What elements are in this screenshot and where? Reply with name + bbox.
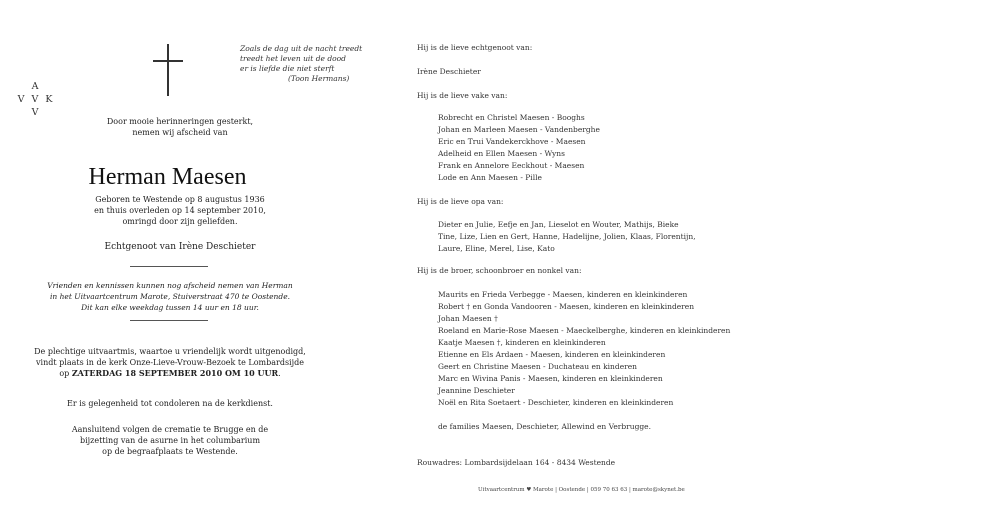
list-item: Geert en Christine Maesen - Duchateau en kinderen xyxy=(438,362,637,371)
list-item: Eric en Trui Vandekerckhove - Maesen xyxy=(438,137,586,146)
siblings-heading: Hij is de broer, schoonbroer en nonkel van: xyxy=(417,266,582,275)
siblings-list xyxy=(438,289,730,409)
list-item: Adelheid en Ellen Maesen - Wyns xyxy=(438,149,565,158)
funeral-line: De plechtige uitvaartmis, waartoe u vriendelijk wordt uitgenodigd, xyxy=(34,347,306,356)
poem xyxy=(240,44,362,84)
list-item: Maurits en Frieda Verbegge - Maesen, kinderen en kleinkinderen xyxy=(438,290,688,299)
list-item: Kaatje Maesen †, kinderen en kleinkinderen xyxy=(438,338,606,347)
funeral-date: ZATERDAG 18 SEPTEMBER 2010 OM 10 UUR xyxy=(71,368,279,378)
father-heading: Hij is de lieve vake van: xyxy=(417,91,508,100)
cross-icon xyxy=(167,44,169,96)
divider xyxy=(130,266,208,267)
grandpa-heading: Hij is de lieve opa van: xyxy=(417,197,504,206)
avvk-top: A xyxy=(31,81,41,92)
funeral-info xyxy=(30,346,310,379)
cremation-line: bijzetting van de asurne in het columbarium xyxy=(79,436,261,445)
birth-line: Geboren te Westende op 8 augustus 1936 xyxy=(95,195,265,204)
list-item: Tine, Lize, Lien en Gert, Hanne, Hadelijne, Jolien, Klaas, Florentijn, xyxy=(438,232,696,241)
birth-info xyxy=(60,194,300,227)
poem-author: (Toon Hermans) xyxy=(288,74,350,83)
avvk-bottom: V xyxy=(31,107,41,118)
cross-icon-bar xyxy=(153,60,183,62)
visit-line: Dit kan elke weekdag tussen 14 uur en 18 uur. xyxy=(81,303,259,312)
list-item: Laure, Eline, Merel, Lise, Kato xyxy=(438,244,555,253)
intro-line: nemen wij afscheid van xyxy=(132,128,228,137)
funeral-date-suffix: . xyxy=(278,369,281,378)
list-item: Robert † en Gonda Vandooren - Maesen, kinderen en kleinkinderen xyxy=(438,302,695,311)
mourning-address: Rouwadres: Lombardsijdelaan 164 - 8434 Westende xyxy=(417,458,616,467)
avvk-middle: V V K xyxy=(17,94,55,105)
list-item: Dieter en Julie, Eefje en Jan, Lieselot en Wouter, Mathijs, Bieke xyxy=(438,220,679,229)
list-item: Lode en Ann Maesen - Pille xyxy=(438,173,542,182)
funeral-date-line xyxy=(30,368,310,379)
spouse-name: Irène Deschieter xyxy=(417,67,481,76)
families-line: de families Maesen, Deschieter, Allewind en Verbrugge. xyxy=(438,422,652,431)
list-item: Frank en Annelore Eeckhout - Maesen xyxy=(438,161,585,170)
funeral-home-footer: Uitvaartcentrum ♥ Marote | Oostende | 059 70 63 63 | marote@skynet.be xyxy=(478,487,685,493)
funeral-date-prefix: op xyxy=(59,369,72,378)
list-item: Jeannine Deschieter xyxy=(438,386,515,395)
list-item: Etienne en Els Ardaen - Maesen, kinderen en kleinkinderen xyxy=(438,350,666,359)
condolence-info: Er is gelegenheid tot condoleren na de kerkdienst. xyxy=(67,399,273,408)
spouse-heading: Hij is de lieve echtgenoot van: xyxy=(417,43,533,52)
list-item: Roeland en Marie-Rose Maesen - Maeckelberghe, kinderen en kleinkinderen xyxy=(438,326,731,335)
cremation-info xyxy=(50,424,290,457)
poem-line: Zoals de dag uit de nacht treedt xyxy=(240,44,363,53)
deceased-name: Herman Maesen xyxy=(88,164,247,190)
children-list xyxy=(438,112,600,184)
visit-line: Vrienden en kennissen kunnen nog afscheid nemen van Herman xyxy=(47,281,293,290)
poem-line: er is liefde die niet sterft xyxy=(240,64,335,73)
avvk-emblem xyxy=(13,80,59,119)
cremation-line: op de begraafplaats te Westende. xyxy=(102,447,238,456)
list-item: Johan Maesen † xyxy=(438,314,498,323)
divider xyxy=(130,320,208,321)
list-item: Johan en Marleen Maesen - Vandenberghe xyxy=(438,125,600,134)
cremation-line: Aansluitend volgen de crematie te Brugge en de xyxy=(71,425,269,434)
list-item: Marc en Wivina Panis - Maesen, kinderen en kleinkinderen xyxy=(438,374,663,383)
poem-line: treedt het leven uit de dood xyxy=(240,54,346,63)
visit-line: in het Uitvaartcentrum Marote, Stuiverstraat 470 te Oostende. xyxy=(49,292,291,301)
list-item: Noël en Rita Soetaert - Deschieter, kinderen en kleinkinderen xyxy=(438,398,674,407)
funeral-line: vindt plaats in de kerk Onze-Lieve-Vrouw-Bezoek te Lombardsijde xyxy=(36,358,304,367)
visit-info xyxy=(40,280,300,313)
intro-line: Door mooie herinneringen gesterkt, xyxy=(106,117,254,126)
grandchildren-list xyxy=(438,219,696,255)
birth-line: en thuis overleden op 14 september 2010, xyxy=(94,206,266,215)
intro-text xyxy=(60,116,300,138)
spouse-line: Echtgenoot van Irène Deschieter xyxy=(104,242,256,252)
list-item: Robrecht en Christel Maesen - Booghs xyxy=(438,113,585,122)
birth-line: omringd door zijn geliefden. xyxy=(122,217,238,226)
